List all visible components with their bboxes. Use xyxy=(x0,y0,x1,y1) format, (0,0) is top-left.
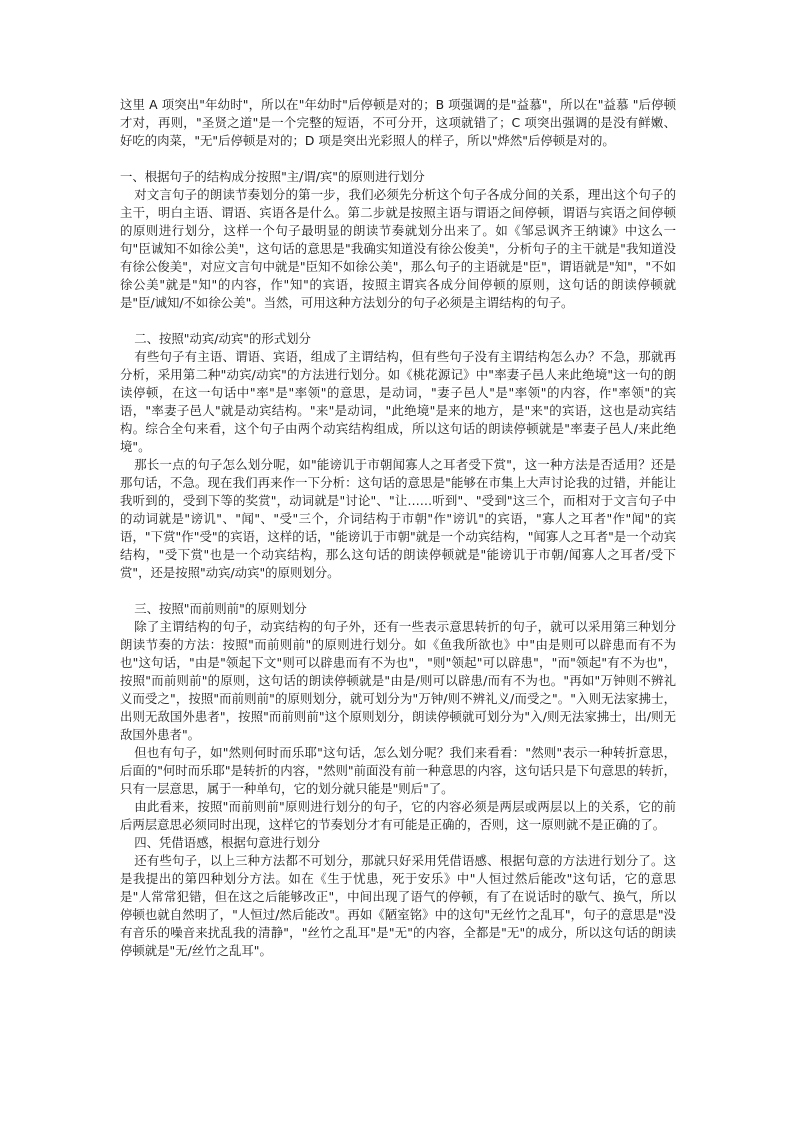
spacer xyxy=(120,312,676,330)
spacer xyxy=(120,150,676,168)
section-1-paragraph: 对文言句子的朗读节奏划分的第一步，我们必须先分析这个句子各成分间的关系，理出这个句子的主干，明白主语、谓语、宾语各是什么。第二步就是按照主语与谓语之间停顿，谓语与宾语之间停顿的原则进行划分，这样一个句子最明显的朗读节奏就划分出来了。如《邹忌讽齐王纳谏》中这么一句"臣诚知不如徐公美"，这句话的意思是"我确实知道没有徐公俊美"，分析句子的主干就是"我知道没有徐公俊美"，对应文言句中就是"臣知不如徐公美"，那么句子的主语就是"臣"，谓语就是"知"，"不如徐公美"就是"知"的内容，作"知"的宾语，按照主谓宾各成分间停顿的原则，这句话的朗读停顿就是"臣/诚知/不如徐公美"。当然，可用这种方法划分的句子必须是主谓结构的句子。 xyxy=(120,187,676,310)
intro-paragraph: 这里 A 项突出"年幼时"，所以在"年幼时"后停顿是对的；B 项强调的是"益慕"，所以在"益慕 "后停顿才对，再则，"圣贤之道"是一个完整的短语，不可分开，这项就错了；C 项突出强调的是没有鲜嫩、好吃的肉菜，"无"后停顿是对的；D 项是突出光彩照人的样子，所以"烨然"后停顿是对的。 xyxy=(120,97,676,148)
document-body xyxy=(120,96,676,960)
section-heading-2: 二、按照"动宾/动宾"的形式划分 xyxy=(134,331,311,346)
section-3-paragraph-3: 由此看来，按照"而前则前"原则进行划分的句子，它的内容必须是两层或两层以上的关系，它的前后两层意思必须同时出现，这样它的节奏划分才有可能是正确的，否则，这一原则就不是正确的了。 xyxy=(120,799,676,832)
section-3-paragraph-1: 除了主谓结构的句子，动宾结构的句子外，还有一些表示意思转折的句子，就可以采用第三种划分朗读节奏的方法：按照"而前则前"的原则进行划分。如《鱼我所欲也》中"由是则可以辟患而有不为也"这句话，"由是"领起下文"则可以辟患而有不为也"，"则"领起"可以辟患"，"而"领起"有不为也"，按照"而前则前"的原则，这句话的朗读停顿就是"由是/则可以辟患/而有不为也。"再如"万钟则不辨礼义而受之"，按照"而前则前"的原则划分，就可划分为"万钟/则不辨礼义/而受之"。"入则无法家拂士，出则无敌国外患者"，按照"而前则前"这个原则划分，朗读停顿就可划分为"入/则无法家拂士，出/则无敌国外患者"。 xyxy=(120,619,676,742)
section-heading-4: 四、凭借语感，根据句意进行划分 xyxy=(134,835,321,850)
spacer xyxy=(120,582,676,600)
section-2-paragraph-1: 有些句子有主语、谓语、宾语，组成了主谓结构，但有些句子没有主谓结构怎么办？不急，那就再分析，采用第二种"动宾/动宾"的方法进行划分。如《桃花源记》中"率妻子邑人来此绝境"这一句的朗读停顿，在这一句话中"率"是"率领"的意思，是动词，"妻子邑人"是"率领"的内容，作"率领"的宾语，"率妻子邑人"就是动宾结构。"来"是动词，"此绝境"是来的地方，是"来"的宾语，这也是动宾结构。综合全句来看，这个句子由两个动宾结构组成，所以这句话的朗读停顿就是"率妻子邑人/来此绝境"。 xyxy=(120,349,676,454)
section-4-paragraph: 还有些句子，以上三种方法都不可划分，那就只好采用凭借语感、根据句意的方法进行划分了。这是我提出的第四种划分方法。如在《生于忧患，死于安乐》中"人恒过然后能改"这句话，它的意思是"人常常犯错，但在这之后能够改正"，中间出现了语气的停顿，有了在说话时的歇气、换气，所以停顿也就自然明了，"人恒过/然后能改"。再如《陋室铭》中的这句"无丝竹之乱耳"，句子的意思是"没有音乐的噪音来扰乱我的清静"，"丝竹之乱耳"是"无"的内容，全都是"无"的成分，所以这句话的朗读停顿就是"无/丝竹之乱耳"。 xyxy=(120,853,676,958)
section-2-paragraph-2: 那长一点的句子怎么划分呢，如"能谤讥于市朝闻寡人之耳者受下赏"，这一种方法是否适用？还是那句话，不急。现在我们再来作一下分析：这句话的意思是"能够在市集上大声讨论我的过错，并能让我听到的，受到下等的奖赏"，动词就是"讨论"、"让……听到"、"受到"这三个，而相对于文言句子中的动词就是"谤讥"、"闻"、"受"三个，介词结构于市朝"作"谤讥"的宾语，"寡人之耳者"作"闻"的宾语，"下赏"作"受"的宾语，这样的话，"能谤讥于市朝"就是一个动宾结构，"闻寡人之耳者"是一个动宾结构，"受下赏"也是一个动宾结构，那么这句话的朗读停顿就是"能谤讥于市朝/闻寡人之耳者/受下赏"，还是按照"动宾/动宾"的原则划分。 xyxy=(120,457,676,580)
section-heading-3: 三、按照"而前则前"的原则划分 xyxy=(134,601,307,616)
section-heading-1: 一、根据句子的结构成分按照"主/谓/宾"的原则进行划分 xyxy=(120,169,425,184)
section-3-paragraph-2: 但也有句子，如"然则何时而乐耶"这句话，怎么划分呢？我们来看看："然则"表示一种转折意思，后面的"何时而乐耶"是转折的内容，"然则"前面没有前一种意思的内容，这句话只是下句意思的转折，只有一层意思，属于一种单句，它的划分就只能是"则后"了。 xyxy=(120,745,676,796)
